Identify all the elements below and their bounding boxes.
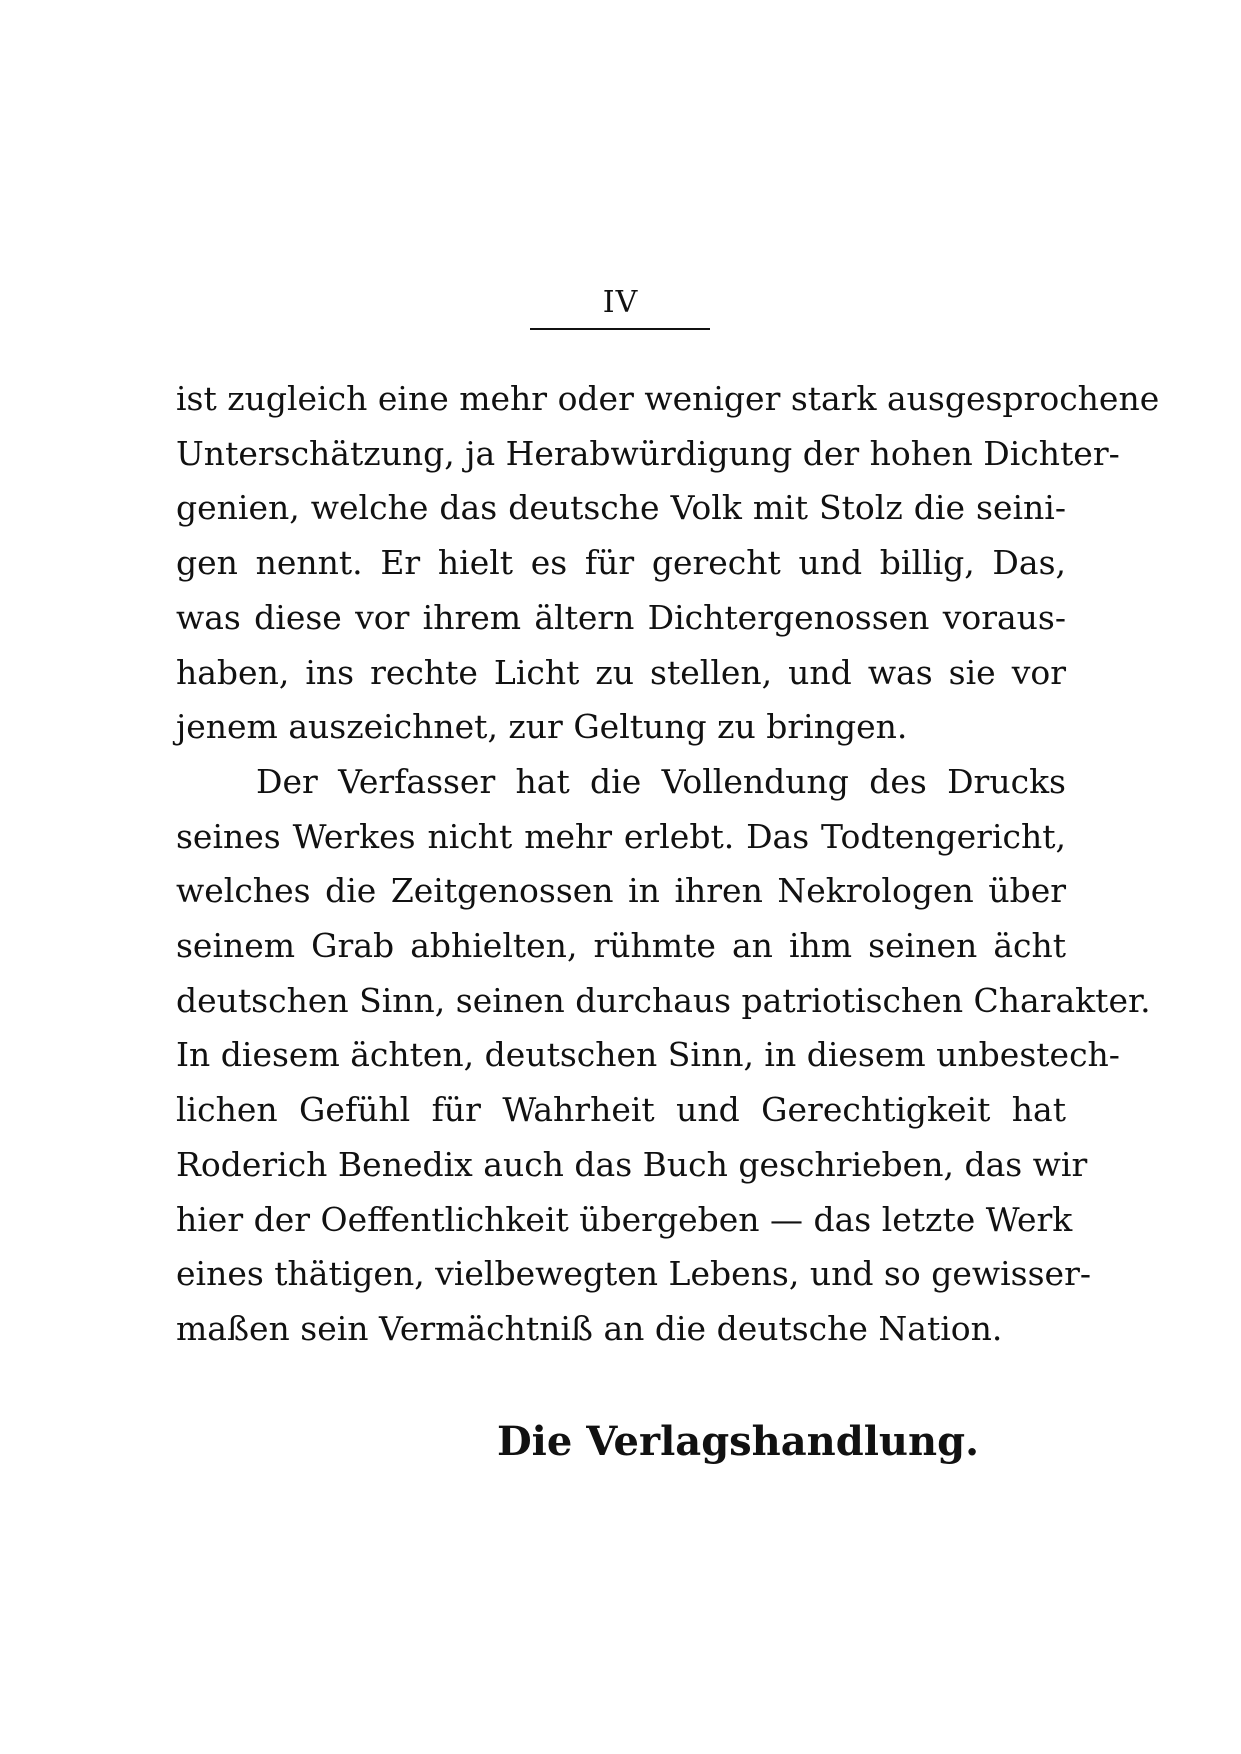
text-line: haben, ins rechte Licht zu stellen, und was sie vor bbox=[176, 652, 1066, 692]
text-line: hier der Oeffentlichkeit übergeben — das letzte Werk bbox=[176, 1199, 1073, 1239]
text-line: gen nennt. Er hielt es für gerecht und billig, Das, bbox=[176, 543, 1066, 583]
text-line: seinem Grab abhielten, rühmte an ihm seinen ächt bbox=[176, 926, 1066, 966]
body-text bbox=[176, 372, 1160, 1357]
paragraph bbox=[176, 372, 1160, 755]
text-line: ist zugleich eine mehr oder weniger stark ausgesprochene bbox=[176, 379, 1160, 418]
text-line: jenem auszeichnet, zur Geltung zu bringen. bbox=[176, 707, 908, 747]
text-line: genien, welche das deutsche Volk mit Stolz die seini- bbox=[176, 488, 1066, 528]
text-line: lichen Gefühl für Wahrheit und Gerechtigkeit hat bbox=[176, 1090, 1066, 1130]
text-line: maßen sein Vermächtniß an die deutsche Nation. bbox=[176, 1308, 1003, 1348]
page-number: IV bbox=[602, 285, 639, 320]
text-line: In diesem ächten, deutschen Sinn, in diesem unbestech- bbox=[176, 1035, 1120, 1075]
text-line: Unterschätzung, ja Herabwürdigung der hohen Dichter- bbox=[176, 433, 1120, 473]
text-line: welches die Zeitgenossen in ihren Nekrologen über bbox=[176, 871, 1066, 911]
paragraph bbox=[176, 755, 1151, 1357]
text-line: Roderich Benedix auch das Buch geschrieben, das wir bbox=[176, 1144, 1088, 1184]
text-line: eines thätigen, vielbewegten Lebens, und so gewisser- bbox=[176, 1254, 1092, 1294]
text-line: deutschen Sinn, seinen durchaus patriotischen Charakter. bbox=[176, 980, 1151, 1020]
text-line: Der Verfasser hat die Vollendung des Drucks bbox=[256, 761, 1066, 801]
text-line: was diese vor ihrem ältern Dichtergenossen voraus- bbox=[176, 597, 1066, 637]
header-rule bbox=[530, 328, 710, 330]
publisher-signature: Die Verlagshandlung. bbox=[496, 1418, 979, 1465]
text-line: seines Werkes nicht mehr erlebt. Das Todtengericht, bbox=[176, 816, 1066, 856]
